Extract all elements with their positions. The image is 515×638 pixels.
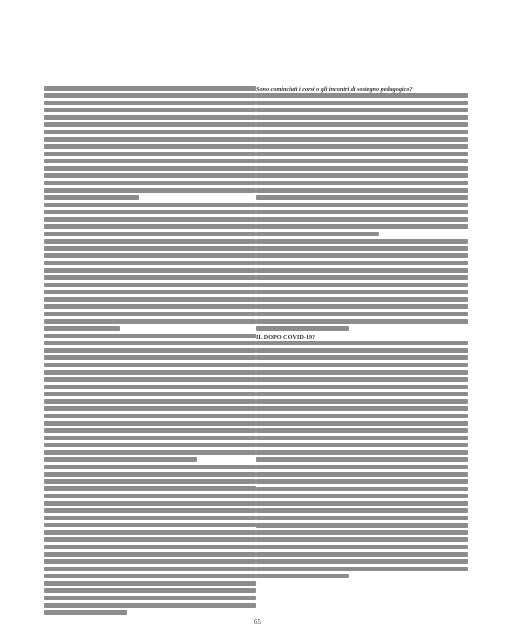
text-line [44, 494, 256, 499]
text-line [44, 486, 256, 491]
text-line [44, 137, 256, 142]
text-line [44, 304, 256, 309]
text-line [256, 501, 468, 506]
text-line [256, 516, 468, 521]
text-line [256, 552, 468, 557]
text-line [44, 421, 256, 426]
text-line [256, 115, 468, 120]
text-line [44, 217, 256, 222]
text-line [44, 239, 256, 244]
text-line [256, 326, 349, 331]
text-line [44, 93, 256, 98]
text-line [256, 159, 468, 164]
text-line [256, 370, 468, 375]
text-line [256, 494, 468, 499]
text-line [256, 574, 349, 579]
text-line [256, 93, 468, 98]
right-text-column [256, 86, 468, 581]
text-line [256, 246, 468, 251]
text-line [256, 166, 468, 171]
text-line [44, 508, 256, 513]
text-line [44, 581, 256, 586]
text-line [256, 385, 468, 390]
text-line [44, 253, 256, 258]
text-line [44, 406, 256, 411]
paragraph-block [256, 93, 468, 331]
text-line [256, 428, 468, 433]
text-line [256, 465, 468, 470]
text-line [44, 297, 256, 302]
text-line [256, 545, 468, 550]
text-line [44, 545, 256, 550]
text-line [44, 479, 256, 484]
text-line [44, 181, 256, 186]
text-line [44, 552, 256, 557]
text-line [256, 406, 468, 411]
text-line [44, 610, 127, 615]
text-line [44, 603, 256, 608]
text-line [256, 195, 468, 200]
text-line [44, 144, 256, 149]
text-line [256, 224, 468, 229]
text-line [44, 195, 139, 200]
text-line [256, 210, 468, 215]
text-line [44, 574, 256, 579]
text-line [44, 312, 256, 317]
text-line [256, 392, 468, 397]
text-line [44, 450, 256, 455]
text-line [256, 290, 468, 295]
text-line [44, 596, 256, 601]
text-line [44, 436, 256, 441]
text-line [44, 385, 256, 390]
text-line [44, 392, 256, 397]
text-line [256, 414, 468, 419]
text-line [44, 232, 256, 237]
text-line [44, 370, 256, 375]
text-line [256, 261, 468, 266]
text-line [44, 210, 256, 215]
text-line [44, 122, 256, 127]
text-line [44, 399, 256, 404]
text-line [44, 443, 256, 448]
text-line [256, 355, 468, 360]
page-number: 65 [254, 618, 261, 626]
text-line [256, 523, 468, 528]
text-line [256, 472, 468, 477]
text-line [44, 414, 256, 419]
text-line [44, 101, 256, 106]
paragraph-block [256, 341, 468, 579]
text-line [256, 181, 468, 186]
text-line [256, 530, 468, 535]
text-line [256, 341, 468, 346]
text-line [256, 312, 468, 317]
text-line [256, 188, 468, 193]
text-line [44, 152, 256, 157]
text-line [256, 421, 468, 426]
text-line [256, 443, 468, 448]
text-line [44, 173, 256, 178]
text-line [256, 275, 468, 280]
text-line [44, 530, 256, 535]
text-line [44, 588, 256, 593]
text-line [44, 341, 256, 346]
text-line [44, 559, 256, 564]
text-line [256, 217, 468, 222]
text-line [256, 173, 468, 178]
text-line [256, 479, 468, 484]
text-line [256, 567, 468, 572]
text-line [256, 130, 468, 135]
text-line [44, 86, 256, 91]
text-line [256, 137, 468, 142]
text-line [256, 144, 468, 149]
text-line [44, 516, 256, 521]
subsection-heading: Sono cominciati i corsi o gli incontri di sostegno pedagogico? [256, 86, 413, 93]
text-line [256, 559, 468, 564]
text-line [256, 152, 468, 157]
text-line [256, 436, 468, 441]
text-line [44, 377, 256, 382]
text-line [256, 508, 468, 513]
text-line [44, 363, 256, 368]
text-line [44, 567, 256, 572]
text-line [44, 166, 256, 171]
text-line [44, 326, 120, 331]
text-line [256, 232, 379, 237]
text-line [44, 275, 256, 280]
text-line [44, 472, 256, 477]
text-line [44, 457, 197, 462]
text-line [256, 399, 468, 404]
text-line [256, 457, 468, 462]
text-line [256, 487, 468, 492]
text-line [44, 334, 256, 339]
text-line [256, 203, 468, 208]
text-line [256, 239, 468, 244]
text-line [44, 108, 256, 113]
text-line [44, 261, 256, 266]
text-line [256, 363, 468, 368]
text-line [44, 290, 256, 295]
text-line [256, 304, 468, 309]
text-line [256, 297, 468, 302]
text-line [256, 268, 468, 273]
text-line [256, 348, 468, 353]
text-line [44, 115, 256, 120]
text-line [44, 537, 256, 542]
text-line [44, 268, 256, 273]
text-line [44, 465, 256, 470]
text-line [44, 188, 256, 193]
text-line [256, 537, 468, 542]
text-line [256, 122, 468, 127]
text-line [256, 108, 468, 113]
section-heading: IL DOPO COVID-19? [256, 333, 316, 341]
text-line [44, 428, 256, 433]
text-line [256, 253, 468, 258]
text-line [256, 101, 468, 106]
text-line [44, 130, 256, 135]
text-line [44, 348, 256, 353]
text-line [256, 283, 468, 288]
text-line [44, 355, 256, 360]
text-line [256, 377, 468, 382]
left-text-column [44, 86, 256, 618]
text-line [44, 501, 256, 506]
text-line [44, 224, 256, 229]
text-line [44, 203, 256, 208]
text-line [44, 523, 256, 528]
text-line [256, 319, 468, 324]
text-line [44, 283, 256, 288]
text-line [256, 450, 468, 455]
text-line [44, 246, 256, 251]
text-line [44, 159, 256, 164]
text-line [44, 319, 256, 324]
